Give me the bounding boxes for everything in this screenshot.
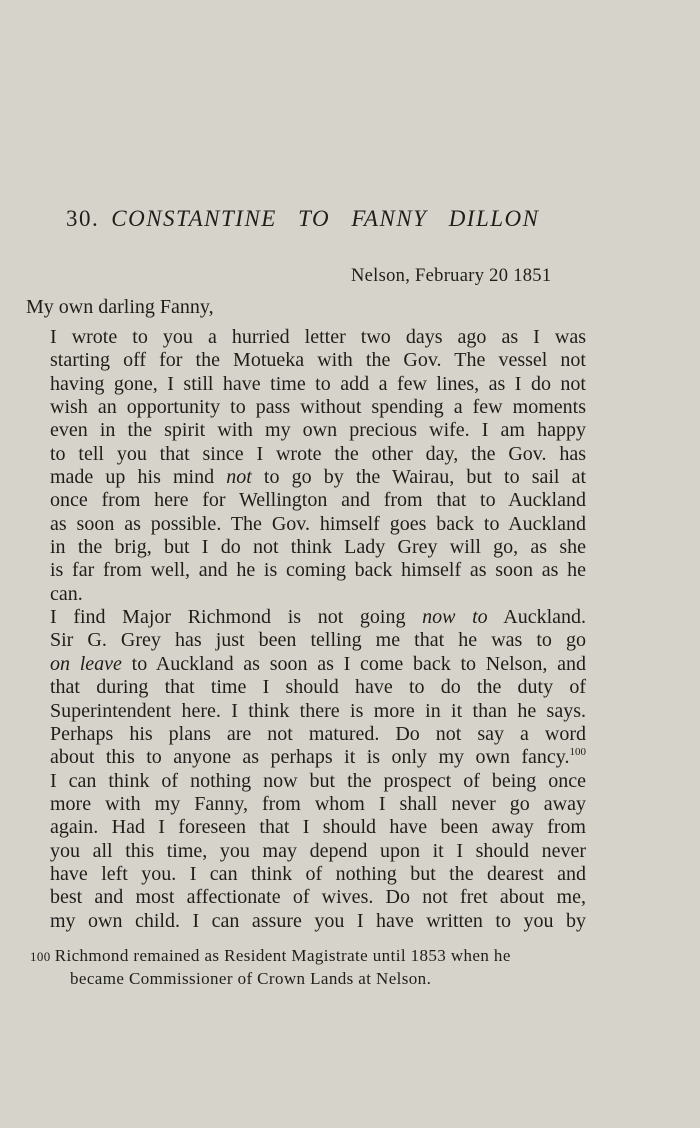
text-line [26,606,586,629]
text-line: again. Had I foreseen that I should have been away from [50,816,586,839]
letter-dateline: Nelson, February 20 1851 [351,266,552,286]
letter-salutation: My own darling Fanny, [26,296,214,318]
text-line: to tell you that since I wrote the other day, the Gov. has [50,442,586,465]
text-line: even in the spirit with my own precious wife. I am happy [50,419,586,442]
emphasis-now-to: now to [422,606,488,629]
text-run: to Auckland as soon as I come back to Nelson, and [131,652,587,675]
text-line: Perhaps his plans are not matured. Do not say a word [50,722,586,745]
footnote-reference: 100 [569,746,586,759]
text-run: about this to anyone as perhaps it is only my own fancy. [50,746,570,769]
emphasis-not: not [226,466,252,489]
paragraph-3 [26,770,586,933]
text-line: as soon as possible. The Gov. himself goes back to Auckland [50,512,586,535]
text-line: once from here for Wellington and from that to Auckland [50,489,586,512]
text-line: is far from well, and he is coming back himself as soon as he [50,559,586,582]
text-line: that during that time I should have to do the duty of [50,676,586,699]
paragraph-2 [26,606,586,769]
text-line: Superintendent here. I think there is more in it than he says. [50,699,586,722]
text-line: having gone, I still have time to add a few lines, as I do not [50,372,586,395]
text-line: I wrote to you a hurried letter two days ago as I was [50,326,586,348]
emphasis-on-leave: on leave [50,652,122,675]
text-run: Auckland. [503,606,587,629]
chapter-number: 30. [66,206,100,231]
letter-body [26,326,586,933]
footnote-text: Richmond remained as Resident Magistrate until 1853 when he [54,946,511,965]
text-line: starting off for the Motueka with the Gov. The vessel not [50,349,586,372]
text-run: made up his mind [50,466,215,489]
footnote [30,945,588,989]
footnote-mark: 100 [30,949,51,964]
text-line [26,466,586,489]
chapter-heading [66,206,540,232]
text-run: I find Major Richmond is not going [50,606,406,629]
text-line: in the brig, but I do not think Lady Grey will go, as she [50,536,586,559]
text-line: I can think of nothing now but the prospect of being once [50,769,586,792]
text-line: have left you. I can think of nothing but the dearest and [50,862,586,885]
text-line [26,746,586,769]
chapter-title: CONSTANTINE TO FANNY DILLON [111,206,540,231]
text-line: more with my Fanny, from whom I shall never go away [50,792,586,815]
text-line [26,653,586,676]
paragraph-1 [26,326,586,606]
footnote-line-1 [30,945,588,968]
text-line: my own child. I can assure you I have written to you by [50,909,586,932]
text-line: you all this time, you may depend upon it I should never [50,839,586,862]
text-run: to go by the Wairau, but to sail at [263,466,587,489]
text-line: best and most affectionate of wives. Do not fret about me, [50,886,586,909]
text-line: can. [50,582,83,605]
text-line: Sir G. Grey has just been telling me that he was to go [50,629,586,652]
text-line: wish an opportunity to pass without spending a few moments [50,396,586,419]
footnote-line-2: became Commissioner of Crown Lands at Nelson. [70,968,432,988]
